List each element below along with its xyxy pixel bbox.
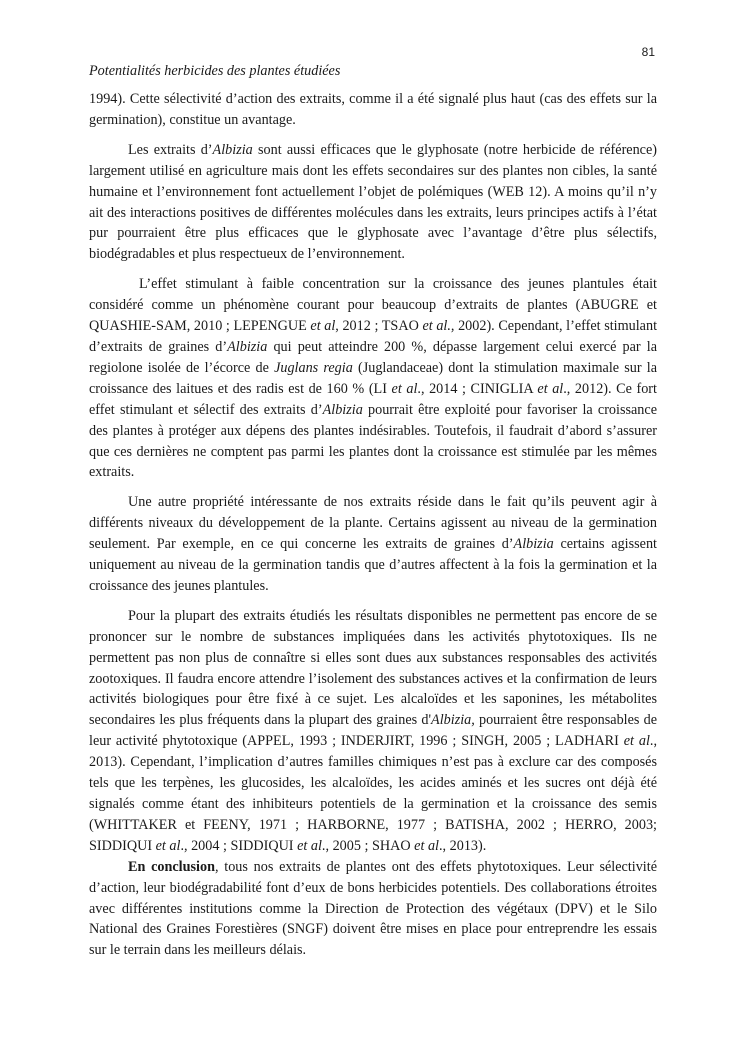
conclusion-heading: En conclusion <box>128 858 215 875</box>
paragraph-5: Pour la plupart des extraits étudiés les résultats disponibles ne permettent pas encore de se prononcer sur le nombre de substances impliquées dans les activités phytotoxiques. Ils ne permettent pas non plus de connaître si elles sont dues aux substances responsables des activités zootoxiques. Il faudra encore attendre l’isolement des substances actives et la confirmation de leurs activités biologiques pour être fixé à ce sujet. Les alcaloïdes et les saponines, les métabolites secondaires les plus fréquents dans la plupart des graines d'Albizia, pourraient être responsables de leur activité phytotoxique (APPEL, 1993 ; INDERJIRT, 1996 ; SINGH, 2005 ; LADHARI et al., 2013). Cependant, l’implication d’autres familles chimiques n’est pas à exclure car des composés tels que les terpènes, les glucosides, les alcaloïdes, les acides aminés et les sucres ont déjà été signalés comme étant des inhibiteurs potentiels de la germination et la croissance des semis (WHITTAKER et FEENY, 1971 ; HARBORNE, 1977 ; BATISHA, 2002 ; HERRO, 2003; SIDDIQUI et al., 2004 ; SIDDIQUI et al., 2005 ; SHAO et al., 2013). <box>89 607 658 854</box>
paragraph-3: L’effet stimulant à faible concentration sur la croissance des jeunes plantules était considéré comme un phénomène courant pour beaucoup d’extraits de plantes (ABUGRE et QUASHIE-SAM, 2010 ; LEPENGUE et al, 2012 ; TSAO et al., 2002). Cependant, l’effet stimulant d’extraits de graines d’Albizia qui peut atteindre 200 %, dépasse largement celui exercé par la regiolone isolée de l’écorce de Juglans regia (Juglandaceae) dont la stimulation maximale sur la croissance des laitues et des radis est de 160 % (LI et al., 2014 ; CINIGLIA et al., 2012). Ce fort effet stimulant et sélectif des extraits d’Albizia pourrait être exploité pour favoriser la croissance des plantes à protéger aux dépens des plantes indésirables. Toutefois, il faudrait d’abord s’assurer que ces dernières ne comptent pas parmi les plantes dont la croissance est stimulée par les mêmes extraits. <box>89 276 658 481</box>
running-head: Potentialités herbicides des plantes étudiées <box>89 63 341 79</box>
page-number: 81 <box>641 45 655 59</box>
paragraph-6-conclusion: En conclusion, tous nos extraits de plantes ont des effets phytotoxiques. Leur sélectivité d’action, leur biodégradabilité font d’eux de bons herbicides potentiels. Des collaborations étroites avec différentes institutions comme la Direction de Protection des végétaux (DPV) et le Silo National des Graines Forestières (SNGF) doivent être mises en place pour entreprendre les essais sur le terrain dans les meilleurs délais. <box>89 858 657 959</box>
paragraph-1: 1994). Cette sélectivité d’action des extraits, comme il a été signalé plus haut (cas des effets sur la germination), constitue un avantage. <box>89 91 657 128</box>
paragraph-2: Les extraits d’Albizia sont aussi efficaces que le glyphosate (notre herbicide de référence) largement utilisé en agriculture mais dont les effets secondaires sur des plantes non cibles, la santé humaine et l’environnement font actuellement l’objet de polémiques (WEB 12). A moins qu’il n’y ait des interactions positives de différentes molécules dans les extraits, leurs principes actifs à l’état pur pourraient être plus efficaces que le glyphosate avec l’avantage d’être plus sélectifs, biodégradables et plus respectueux de l’environnement. <box>89 141 658 263</box>
body-text <box>89 89 657 961</box>
paragraph-4: Une autre propriété intéressante de nos extraits réside dans le fait qu’ils peuvent agir à différents niveaux du développement de la plante. Certains agissent au niveau de la germination seulement. Par exemple, en ce qui concerne les extraits de graines d’Albizia certains agissent uniquement au niveau de la germination tandis que d’autres affectent à la fois la germination et la croissance des jeunes plantules. <box>89 494 657 594</box>
